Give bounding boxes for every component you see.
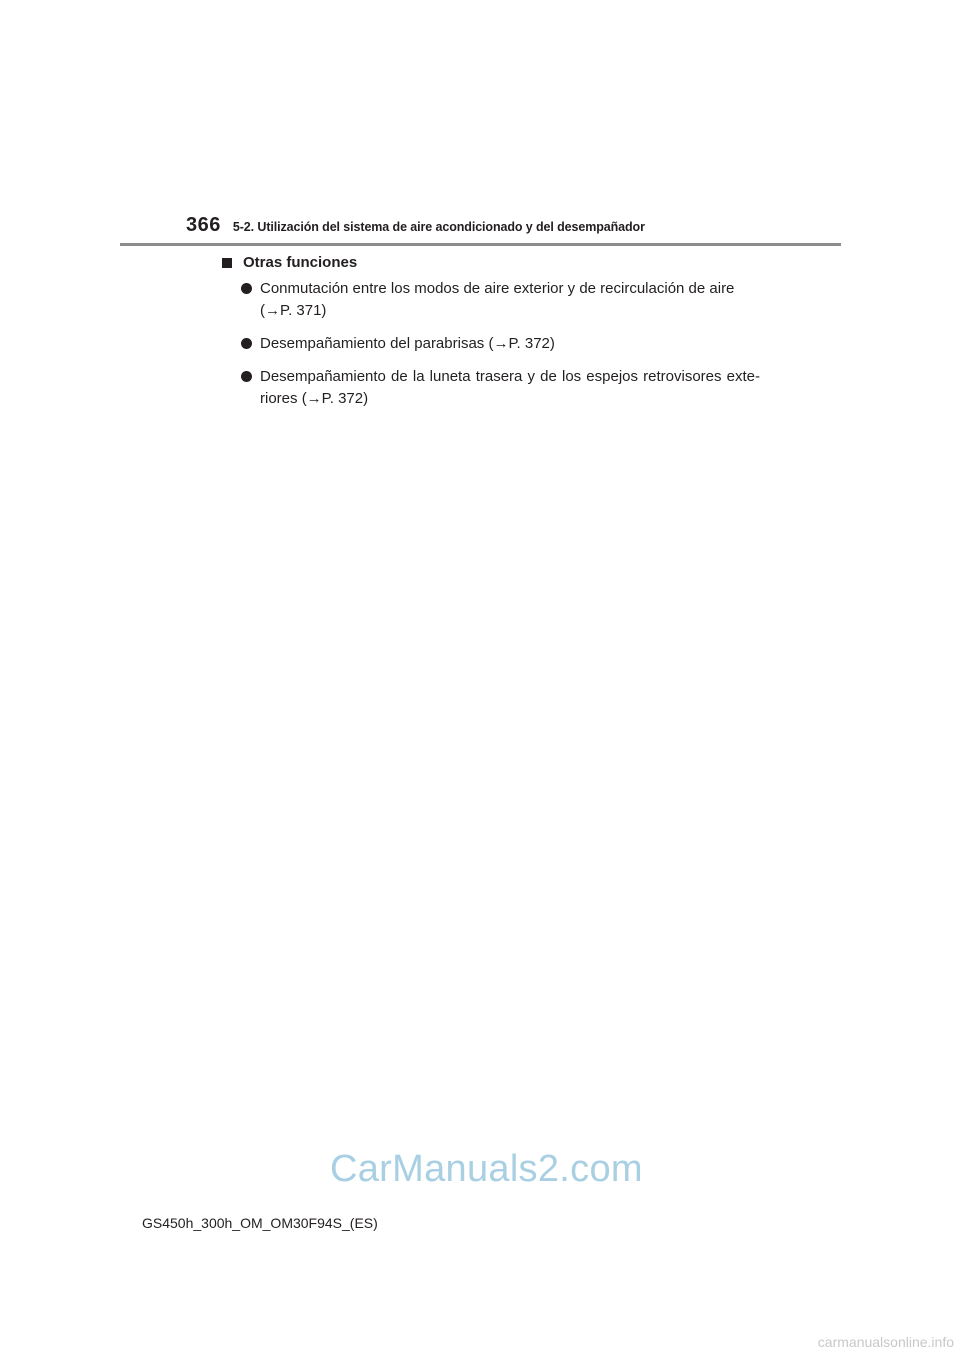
site-watermark: carmanualsonline.info — [817, 1334, 954, 1350]
section-title: 5-2. Utilización del sistema de aire acondicionado y del desempañador — [232, 220, 645, 234]
page-header — [186, 214, 645, 242]
page-reference-link[interactable]: (→P. 372) — [301, 390, 369, 407]
square-bullet-icon — [222, 258, 232, 268]
round-bullet-icon — [241, 283, 252, 294]
watermark-logo: CarManuals2.com — [330, 1148, 643, 1190]
section-heading — [222, 254, 357, 271]
footer-document-code: GS450h_300h_OM_OM30F94S_(ES) — [142, 1215, 378, 1231]
list-item — [240, 278, 760, 322]
list-item — [240, 366, 760, 410]
function-list — [240, 278, 760, 421]
list-item-text: Conmutación entre los modos de aire exterior y de recirculación de aire — [260, 280, 735, 297]
round-bullet-icon — [241, 338, 252, 349]
page-reference-link[interactable]: (→P. 372) — [488, 335, 555, 352]
section-heading-text: Otras funciones — [243, 254, 358, 271]
list-item-text: Desempañamiento del parabrisas — [260, 335, 485, 352]
list-item-text: Desempañamiento de la luneta trasera y de los espejos retrovisores exte-riores — [260, 368, 760, 407]
round-bullet-icon — [241, 371, 252, 382]
page-number: 366 — [186, 214, 221, 236]
page-reference-link[interactable]: (→P. 371) — [260, 302, 327, 319]
header-divider — [120, 243, 841, 246]
list-item — [240, 333, 760, 355]
